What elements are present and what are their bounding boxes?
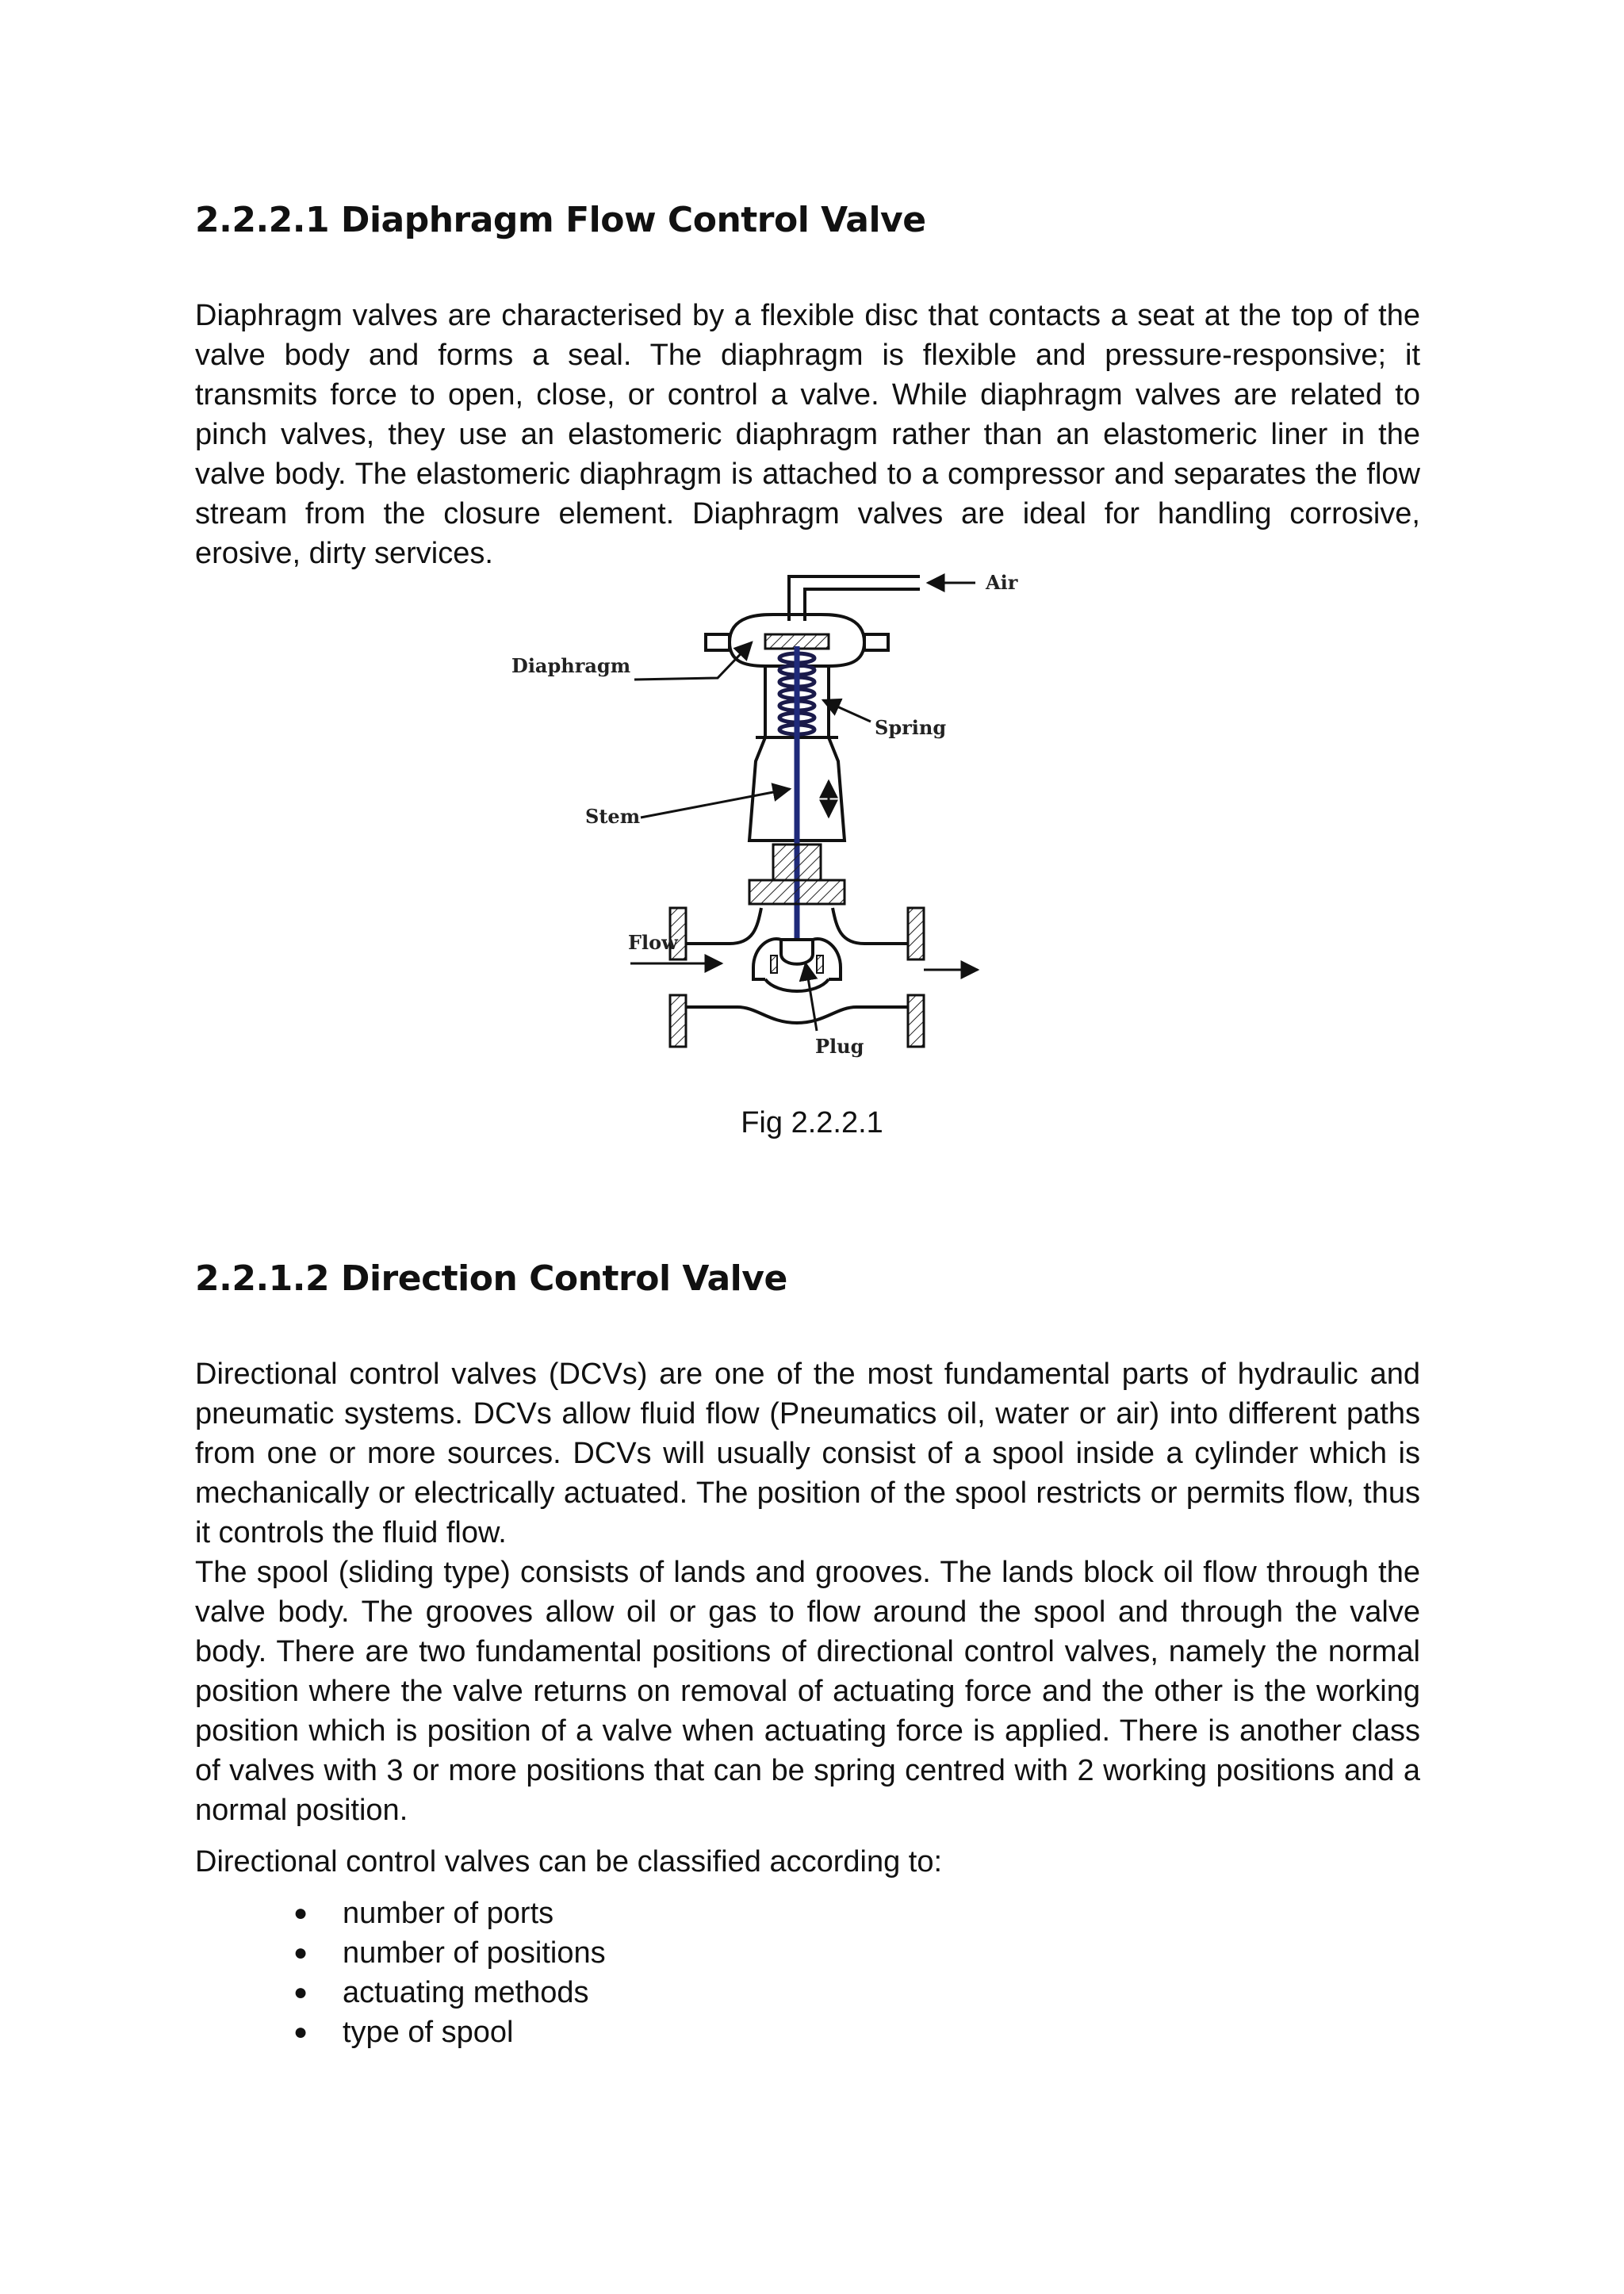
paragraph-dcv-spool: The spool (sliding type) consists of lands and grooves. The lands block oil flow through the valve body. The grooves allow oil or gas to flow around the spool and through the valve body. There are two fundamental positions of directional control valves, namely the normal position where the valve returns on removal of actuating force and the other is the working position which is position of a valve when actuating force is applied. There is another class of valves with 3 or more positions that can be spring centred with 2 working positions and a normal position. bbox=[195, 1556, 1420, 1827]
label-air: Air bbox=[986, 571, 1018, 594]
diaphragm-leader bbox=[634, 642, 752, 680]
label-spring: Spring bbox=[875, 716, 947, 739]
diaphragm-valve-figure bbox=[492, 567, 1047, 1074]
figure-caption: Fig 2.2.2.1 bbox=[741, 1106, 883, 1139]
label-diaphragm: Diaphragm bbox=[511, 654, 631, 677]
paragraph-dcv-classification: Directional control valves can be classified according to: bbox=[195, 1845, 943, 1878]
label-flow: Flow bbox=[628, 931, 678, 954]
paragraph-dcv-intro: Directional control valves (DCVs) are one of the most fundamental parts of hydraulic and pneumatic systems. DCVs allow fluid flow (Pneumatics oil, water or air) into different paths from one or more sources. DCVs will usually consist of a spool inside a cylinder which is mechanically or electrically actuated. The position of the spool restricts or permits flow, thus it controls the fluid flow. bbox=[195, 1358, 1420, 1549]
section-heading-direction-valve: 2.2.1.2 Direction Control Valve bbox=[195, 1258, 787, 1299]
list-item: ● number of positions bbox=[293, 1933, 606, 1973]
yoke-flange bbox=[749, 880, 845, 904]
valve-seat-left bbox=[771, 956, 777, 973]
label-plug: Plug bbox=[815, 1035, 864, 1058]
outlet-flange-bottom bbox=[908, 995, 924, 1047]
inlet-flange-bottom bbox=[670, 995, 686, 1047]
list-item: ● type of spool bbox=[293, 2013, 606, 2052]
classification-list bbox=[293, 1894, 606, 2052]
yoke-neck bbox=[773, 844, 821, 880]
outlet-flange-top bbox=[908, 908, 924, 959]
label-stem: Stem bbox=[585, 805, 641, 828]
list-item: ● actuating methods bbox=[293, 1973, 606, 2013]
list-item: ● number of ports bbox=[293, 1894, 606, 1933]
valve-seat-right bbox=[817, 956, 823, 973]
stem-leader bbox=[641, 789, 790, 818]
paragraph-diaphragm-valve: Diaphragm valves are characterised by a flexible disc that contacts a seat at the top of the valve body and forms a seal. The diaphragm is flexible and pressure-responsive; it transmits force to open, close, or control a valve. While diaphragm valves are related to pinch valves, they use an elastomeric diaphragm rather than an elastomeric liner in the valve body. The elastomeric diaphragm is attached to a compressor and separates the flow stream from the closure element. Diaphragm valves are ideal for handling corrosive, erosive, dirty services. bbox=[195, 299, 1420, 570]
valve-plug bbox=[781, 940, 813, 964]
section-heading-diaphragm-valve: 2.2.2.1 Diaphragm Flow Control Valve bbox=[195, 200, 926, 240]
